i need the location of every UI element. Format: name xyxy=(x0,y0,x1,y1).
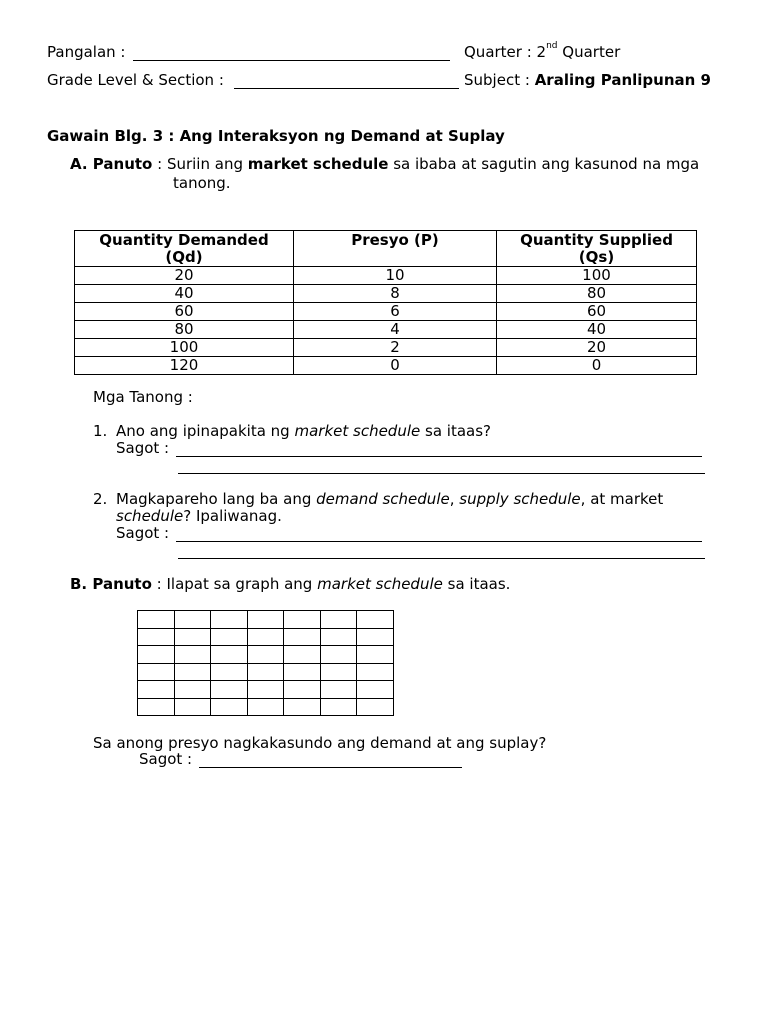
graph-grid-cell[interactable] xyxy=(174,698,211,716)
part-b-instruction: B. Panuto : Ilapat sa graph ang market schedule sa itaas. xyxy=(70,575,511,593)
graph-grid-cell[interactable] xyxy=(357,611,394,629)
graph-grid-row xyxy=(138,646,394,664)
questions-heading: Mga Tanong : xyxy=(93,388,193,406)
part-a-instruction: A. Panuto : Suriin ang market schedule sa ibaba at sagutin ang kasunod na mga xyxy=(70,155,700,173)
graph-grid-cell[interactable] xyxy=(174,628,211,646)
graph-grid-row xyxy=(138,681,394,699)
graph-grid-cell[interactable] xyxy=(211,628,248,646)
part-a-instruction-cont: tanong. xyxy=(173,174,231,192)
graph-grid-cell[interactable] xyxy=(320,681,357,699)
table-header-row xyxy=(75,231,697,267)
header-presyo: Presyo (P) xyxy=(294,231,497,267)
question-1-answer-line-2[interactable] xyxy=(178,473,705,474)
graph-grid-row xyxy=(138,698,394,716)
question-1-text: Ano ang ipinapakita ng market schedule sa itaas? xyxy=(116,422,491,440)
graph-grid-cell[interactable] xyxy=(357,646,394,664)
final-question-text: Sa anong presyo nagkakasundo ang demand at ang suplay? xyxy=(93,734,547,752)
graph-grid-cell[interactable] xyxy=(247,611,284,629)
graph-grid-row xyxy=(138,663,394,681)
table-row: 80 4 40 xyxy=(75,321,697,339)
quarter-label: Quarter : 2nd Quarter xyxy=(464,41,621,61)
graph-grid-cell[interactable] xyxy=(138,681,175,699)
grade-section-field[interactable] xyxy=(234,88,459,89)
graph-grid-cell[interactable] xyxy=(284,663,321,681)
graph-grid-cell[interactable] xyxy=(247,681,284,699)
graph-grid-row xyxy=(138,611,394,629)
graph-grid-cell[interactable] xyxy=(211,698,248,716)
table-row: 100 2 20 xyxy=(75,339,697,357)
graph-grid-cell[interactable] xyxy=(284,628,321,646)
graph-grid-cell[interactable] xyxy=(357,628,394,646)
graph-grid-cell[interactable] xyxy=(284,646,321,664)
graph-grid-cell[interactable] xyxy=(320,611,357,629)
graph-grid-cell[interactable] xyxy=(284,681,321,699)
market-schedule-table xyxy=(74,230,697,375)
name-label: Pangalan : xyxy=(47,43,126,61)
final-answer-label: Sagot : xyxy=(139,750,193,768)
subject-line: Subject : Araling Panlipunan 9 xyxy=(464,71,711,89)
question-2-text-cont: schedule? Ipaliwanag. xyxy=(116,507,282,525)
table-row: 20 10 100 xyxy=(75,267,697,285)
name-field[interactable] xyxy=(133,60,450,61)
question-1-answer-label: Sagot : xyxy=(116,439,170,457)
graph-grid-cell[interactable] xyxy=(284,611,321,629)
table-row: 60 6 60 xyxy=(75,303,697,321)
graph-grid-cell[interactable] xyxy=(138,698,175,716)
graph-grid-cell[interactable] xyxy=(174,663,211,681)
graph-grid-cell[interactable] xyxy=(211,611,248,629)
question-2-text: Magkapareho lang ba ang demand schedule, supply schedule, at market xyxy=(116,490,664,508)
final-answer-line[interactable] xyxy=(199,767,462,768)
graph-grid-cell[interactable] xyxy=(174,611,211,629)
graph-grid-cell[interactable] xyxy=(357,663,394,681)
question-2-answer-line-2[interactable] xyxy=(178,558,705,559)
graph-grid-cell[interactable] xyxy=(320,698,357,716)
graph-grid-cell[interactable] xyxy=(320,646,357,664)
graph-grid-cell[interactable] xyxy=(138,646,175,664)
graph-grid-cell[interactable] xyxy=(320,628,357,646)
graph-grid-cell[interactable] xyxy=(174,681,211,699)
graph-grid-cell[interactable] xyxy=(138,611,175,629)
graph-grid-cell[interactable] xyxy=(247,663,284,681)
header-quantity-demanded: Quantity Demanded (Qd) xyxy=(75,231,294,267)
graph-grid-cell[interactable] xyxy=(247,628,284,646)
subject-value: Araling Panlipunan 9 xyxy=(534,71,711,89)
graph-grid-cell[interactable] xyxy=(138,663,175,681)
question-2-answer-label: Sagot : xyxy=(116,524,170,542)
graph-grid-cell[interactable] xyxy=(357,698,394,716)
graph-grid-cell[interactable] xyxy=(211,663,248,681)
question-2-number: 2. xyxy=(93,490,108,508)
page-title: Gawain Blg. 3 : Ang Interaksyon ng Demand at Suplay xyxy=(47,127,505,145)
graph-grid-cell[interactable] xyxy=(138,628,175,646)
question-1-number: 1. xyxy=(93,422,108,440)
graph-grid-cell[interactable] xyxy=(211,681,248,699)
graph-grid-cell[interactable] xyxy=(320,663,357,681)
graph-grid-cell[interactable] xyxy=(357,681,394,699)
table-row: 40 8 80 xyxy=(75,285,697,303)
table-row: 120 0 0 xyxy=(75,357,697,375)
graph-grid-row xyxy=(138,628,394,646)
question-2-answer-line[interactable] xyxy=(176,541,702,542)
graph-grid-cell[interactable] xyxy=(284,698,321,716)
grade-section-label: Grade Level & Section : xyxy=(47,71,224,89)
header-quantity-supplied: Quantity Supplied (Qs) xyxy=(497,231,697,267)
question-1-answer-line[interactable] xyxy=(176,456,702,457)
graph-grid-cell[interactable] xyxy=(247,646,284,664)
graph-grid-cell[interactable] xyxy=(247,698,284,716)
graph-grid[interactable] xyxy=(137,610,394,716)
graph-grid-cell[interactable] xyxy=(174,646,211,664)
graph-grid-cell[interactable] xyxy=(211,646,248,664)
